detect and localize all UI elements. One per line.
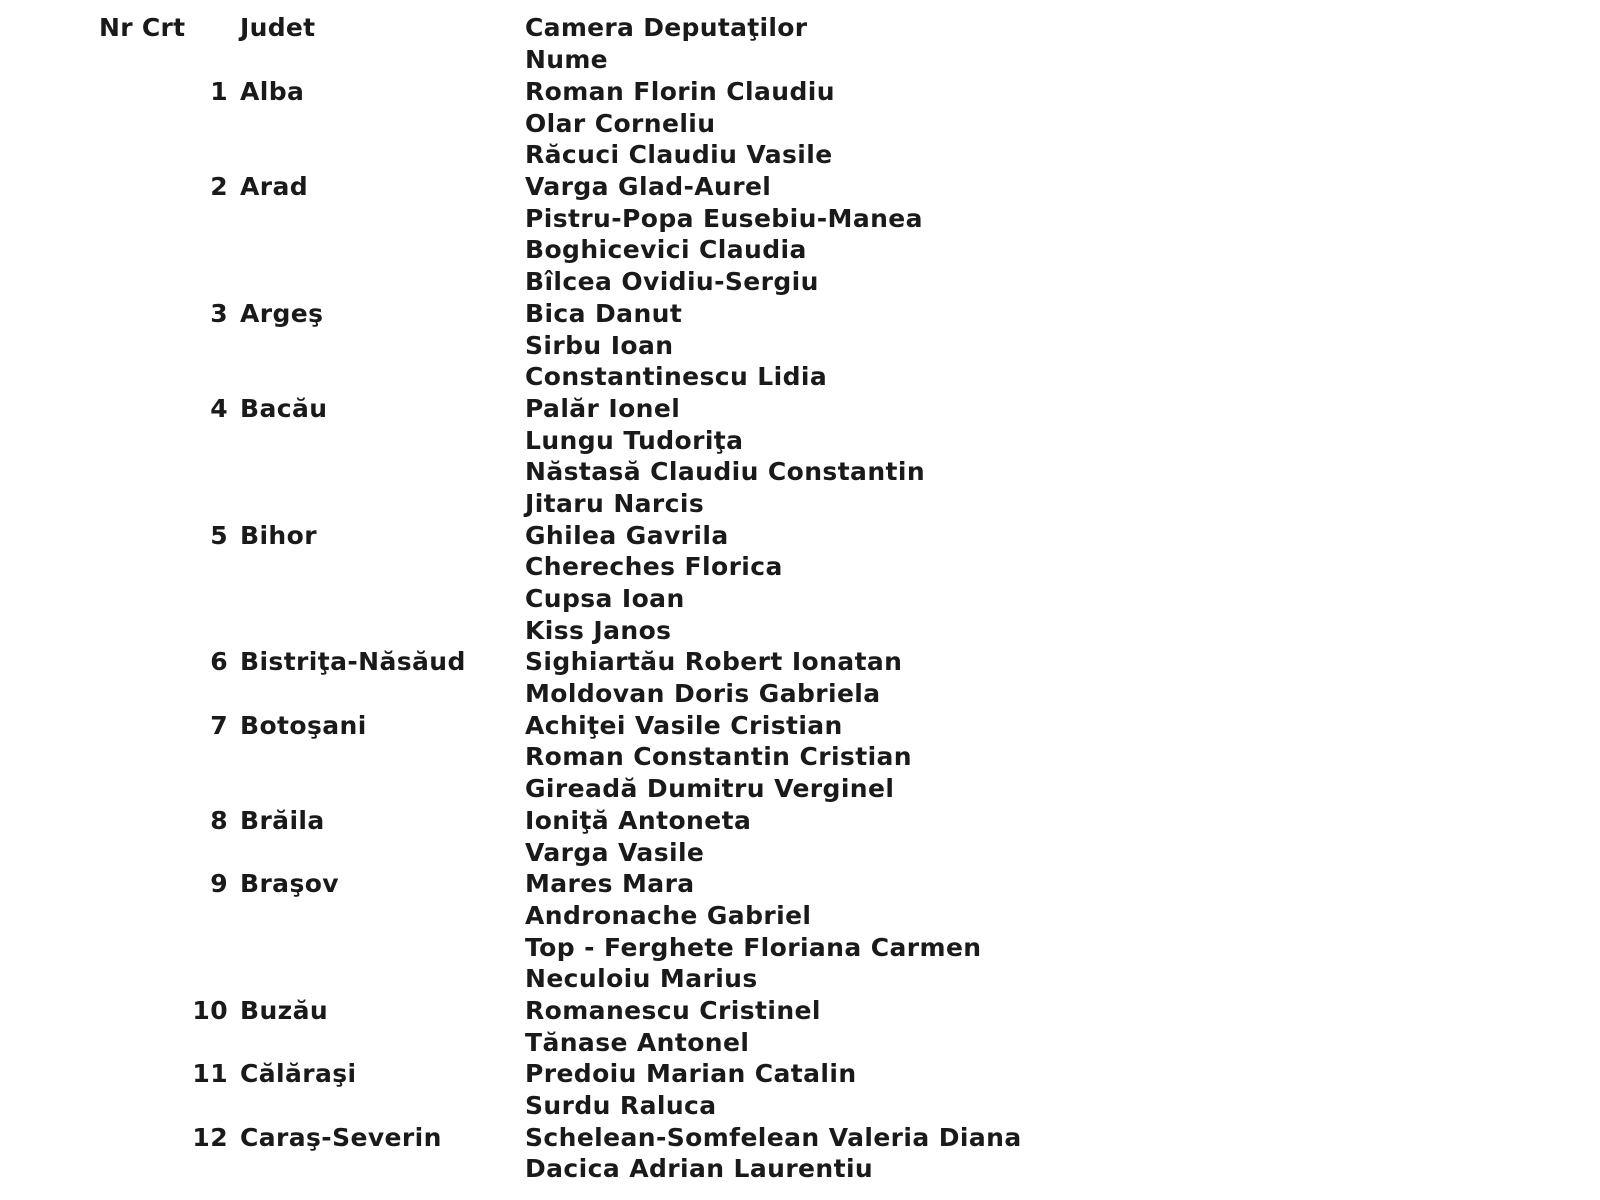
cell-deputy-name: Bîlcea Ovidiu-Sergiu: [525, 267, 819, 297]
cell-judet: Bacău: [240, 393, 328, 423]
cell-deputy-name: Varga Vasile: [525, 837, 705, 867]
cell-nr-crt: 9: [210, 869, 228, 899]
cell-judet: Buzău: [240, 995, 329, 1025]
cell-nr-crt: 10: [192, 995, 228, 1025]
table-row: [0, 678, 1600, 710]
table-subheader: [0, 44, 1600, 76]
header-nr-crt: Nr Crt: [99, 13, 186, 42]
cell-deputy-name: Olar Corneliu: [525, 108, 716, 138]
cell-judet: Alba: [240, 77, 305, 106]
cell-deputy-name: Varga Glad-Aurel: [525, 172, 772, 202]
cell-deputy-name: Chereches Florica: [525, 552, 783, 582]
table-row: [0, 76, 1600, 108]
table-body: [0, 76, 1600, 1185]
header-judet: Judet: [240, 13, 316, 42]
cell-judet: Călăraşi: [240, 1059, 357, 1089]
table-row: [0, 615, 1600, 647]
table-row: [0, 583, 1600, 615]
cell-deputy-name: Bica Danut: [525, 298, 683, 328]
table-row: [0, 837, 1600, 869]
cell-deputy-name: Răcuci Claudiu Vasile: [525, 140, 833, 170]
cell-deputy-name: Roman Florin Claudiu: [525, 77, 835, 106]
cell-deputy-name: Roman Constantin Cristian: [525, 742, 913, 772]
table-row: [0, 1153, 1600, 1185]
cell-deputy-name: Dacica Adrian Laurentiu: [525, 1154, 874, 1184]
cell-deputy-name: Cupsa Ioan: [525, 584, 685, 613]
cell-nr-crt: 1: [210, 77, 228, 106]
cell-deputy-name: Sighiartău Robert Ionatan: [525, 647, 903, 677]
table-row: [0, 710, 1600, 742]
cell-judet: Botoşani: [240, 710, 367, 740]
cell-judet: Bihor: [240, 520, 317, 550]
cell-deputy-name: Achiţei Vasile Cristian: [525, 710, 843, 740]
table-row: [0, 773, 1600, 805]
table-row: [0, 551, 1600, 583]
table-row: [0, 171, 1600, 203]
cell-judet: Braşov: [240, 869, 340, 899]
table-row: [0, 1122, 1600, 1154]
cell-judet: Arad: [240, 172, 309, 202]
table-row: [0, 741, 1600, 773]
cell-deputy-name: Năstasă Claudiu Constantin: [525, 457, 926, 487]
cell-deputy-name: Predoiu Marian Catalin: [525, 1059, 857, 1089]
table-row: [0, 805, 1600, 837]
table-row: [0, 234, 1600, 266]
table-row: [0, 995, 1600, 1027]
header-nume: Nume: [525, 45, 608, 74]
table-row: [0, 203, 1600, 235]
table-header: [0, 10, 1600, 46]
cell-nr-crt: 11: [192, 1059, 228, 1089]
cell-deputy-name: Sirbu Ioan: [525, 330, 674, 360]
cell-deputy-name: Boghicevici Claudia: [525, 235, 807, 265]
cell-deputy-name: Lungu Tudoriţa: [525, 425, 744, 455]
cell-nr-crt: 2: [210, 172, 228, 202]
cell-deputy-name: Schelean-Somfelean Valeria Diana: [525, 1122, 1022, 1152]
cell-nr-crt: 7: [210, 710, 228, 740]
table-row: [0, 488, 1600, 520]
cell-deputy-name: Moldovan Doris Gabriela: [525, 679, 881, 709]
cell-deputy-name: Ghilea Gavrila: [525, 520, 729, 550]
cell-deputy-name: Ioniţă Antoneta: [525, 805, 752, 835]
cell-nr-crt: 4: [210, 393, 228, 423]
cell-judet: Bistriţa-Năsăud: [240, 647, 466, 677]
table-row: [0, 1090, 1600, 1122]
cell-deputy-name: Gireadă Dumitru Verginel: [525, 774, 895, 804]
cell-deputy-name: Jitaru Narcis: [525, 488, 705, 518]
cell-deputy-name: Neculoiu Marius: [525, 964, 758, 994]
cell-nr-crt: 8: [210, 805, 228, 835]
cell-nr-crt: 5: [210, 520, 228, 550]
cell-deputy-name: Surdu Raluca: [525, 1091, 717, 1120]
cell-deputy-name: Kiss Janos: [525, 615, 672, 645]
table-row: [0, 266, 1600, 298]
table-row: [0, 900, 1600, 932]
cell-nr-crt: 3: [210, 298, 228, 328]
cell-deputy-name: Palăr Ionel: [525, 393, 681, 423]
cell-deputy-name: Pistru-Popa Eusebiu-Manea: [525, 203, 923, 233]
cell-deputy-name: Mares Mara: [525, 869, 695, 899]
table-row: [0, 139, 1600, 171]
cell-judet: Argeş: [240, 298, 324, 328]
cell-deputy-name: Andronache Gabriel: [525, 900, 812, 930]
table-row: [0, 520, 1600, 552]
cell-deputy-name: Tănase Antonel: [525, 1027, 750, 1057]
table-row: [0, 108, 1600, 140]
table-row: [0, 646, 1600, 678]
table-row: [0, 963, 1600, 995]
cell-nr-crt: 6: [210, 647, 228, 677]
table-row: [0, 868, 1600, 900]
cell-deputy-name: Top - Ferghete Floriana Carmen: [525, 932, 982, 962]
cell-judet: Caraş-Severin: [240, 1122, 442, 1152]
table-row: [0, 1058, 1600, 1090]
cell-deputy-name: Constantinescu Lidia: [525, 362, 828, 392]
table-row: [0, 361, 1600, 393]
header-camera-deputatilor: Camera Deputaţilor: [525, 13, 808, 42]
table-row: [0, 330, 1600, 362]
table-row: [0, 456, 1600, 488]
table-row: [0, 1027, 1600, 1059]
table-row: [0, 298, 1600, 330]
cell-judet: Brăila: [240, 805, 325, 835]
table-row: [0, 932, 1600, 964]
table-row: [0, 425, 1600, 457]
cell-nr-crt: 12: [192, 1122, 228, 1152]
cell-deputy-name: Romanescu Cristinel: [525, 995, 821, 1025]
table-row: [0, 393, 1600, 425]
